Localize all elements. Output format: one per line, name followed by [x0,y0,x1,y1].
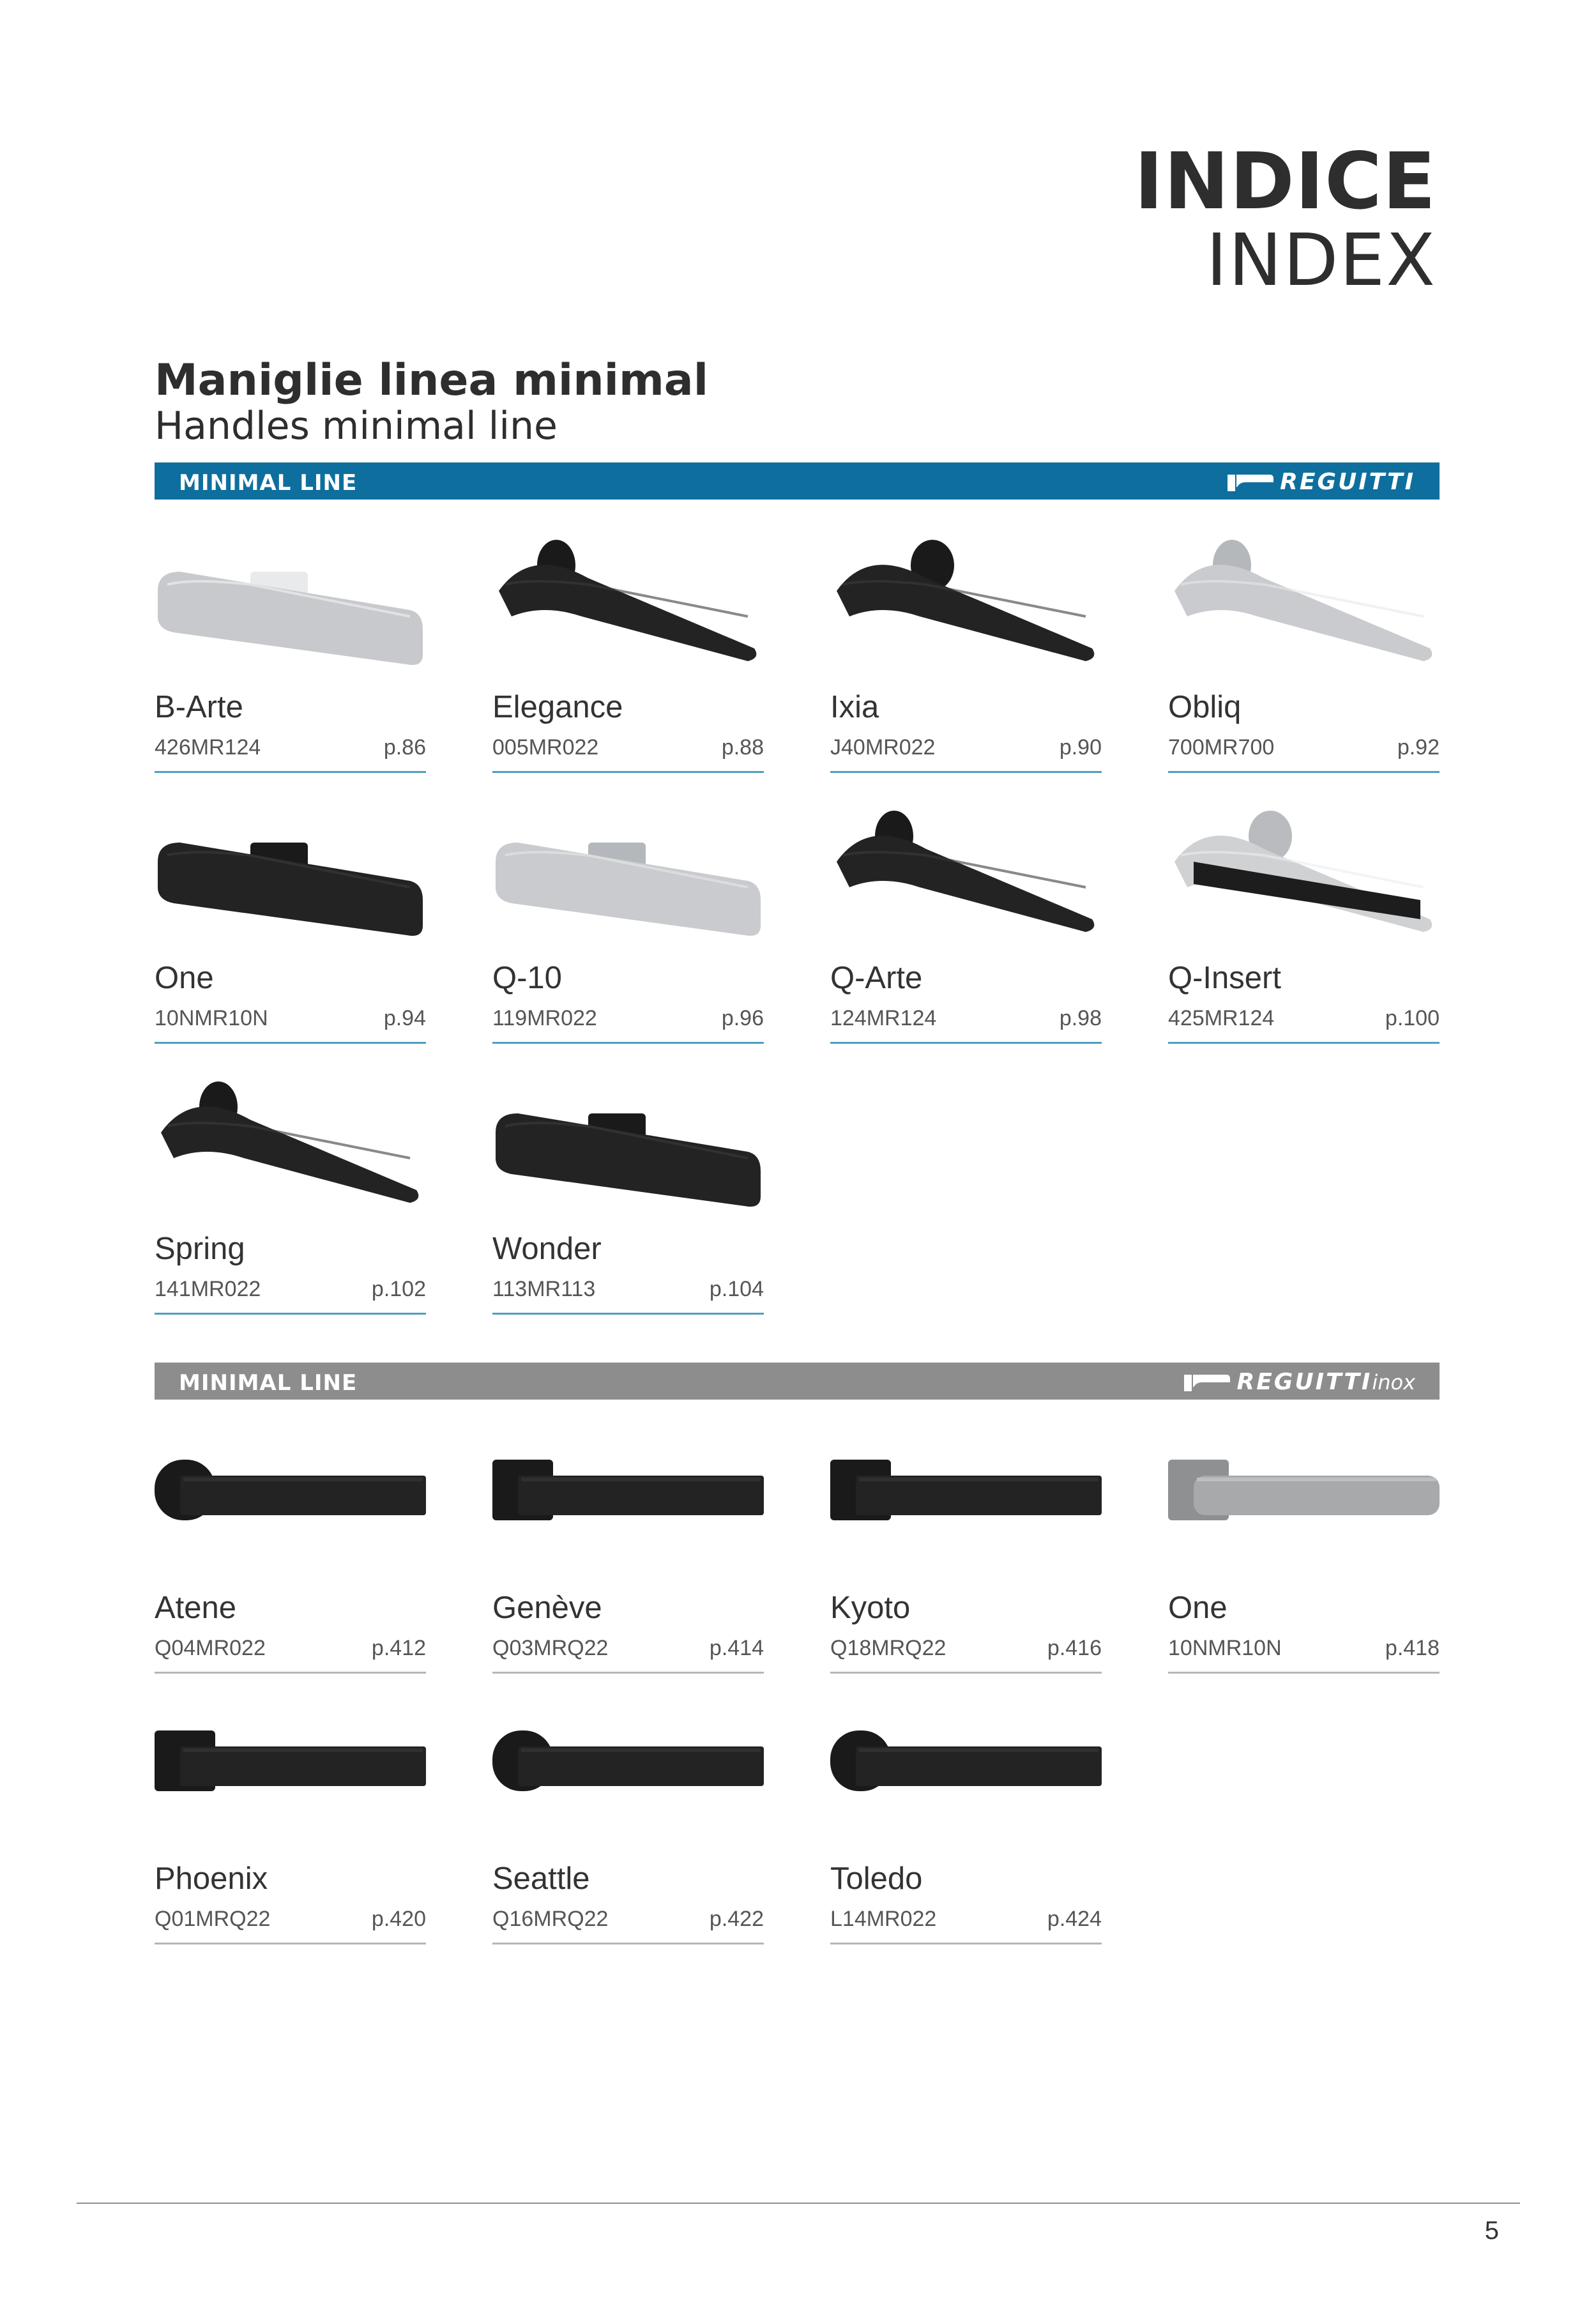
handle-image-icon [492,1062,764,1222]
product-photo [830,1692,1102,1852]
product-card[interactable] [1168,1421,1440,1683]
product-card[interactable] [492,1421,764,1683]
product-photo [830,791,1102,951]
product-code: 425MR124 [1168,1006,1275,1030]
product-card[interactable] [492,1692,764,1954]
product-code: Q01MRQ22 [155,1907,271,1931]
product-code: 10NMR10N [155,1006,268,1030]
handle-image-icon [155,1062,426,1222]
product-card[interactable] [492,521,764,783]
product-page-link[interactable]: p.418 [1385,1636,1440,1660]
product-name: Elegance [492,690,623,724]
product-name: One [155,961,214,995]
handle-image-icon [155,521,426,680]
handle-image-icon [830,1692,1102,1852]
band-label: MINIMAL LINE [179,470,358,496]
product-name: One [1168,1591,1227,1625]
product-code: 124MR124 [830,1006,937,1030]
product-name: Q-10 [492,961,562,995]
product-code: 113MR113 [492,1277,596,1301]
handle-image-icon [830,1421,1102,1581]
footer-divider [77,2203,1520,2204]
product-card[interactable] [1168,521,1440,783]
minimal-line-band-reguitti [155,462,1440,500]
card-underline [830,1042,1102,1044]
card-underline [492,1042,764,1044]
product-code: J40MR022 [830,735,936,760]
product-photo [1168,521,1440,680]
product-name: Phoenix [155,1861,268,1896]
product-code: Q04MR022 [155,1636,266,1660]
section-title-english: Handles minimal line [155,404,558,448]
product-code: 119MR022 [492,1006,597,1030]
handle-image-icon [830,521,1102,680]
product-photo [1168,791,1440,951]
product-name: Toledo [830,1861,923,1896]
product-code: Q18MRQ22 [830,1636,946,1660]
product-page-link[interactable]: p.94 [383,1006,426,1030]
section-title-italian: Maniglie linea minimal [155,355,708,406]
handle-image-icon [830,791,1102,951]
product-card[interactable] [830,1421,1102,1683]
card-underline [830,1672,1102,1674]
product-card[interactable] [1168,791,1440,1053]
product-photo [492,1692,764,1852]
handle-image-icon [492,791,764,951]
product-page-link[interactable]: p.100 [1385,1006,1440,1030]
product-photo [830,1421,1102,1581]
card-underline [1168,771,1440,773]
product-name: Kyoto [830,1591,911,1625]
product-name: Seattle [492,1861,590,1896]
product-name: Q-Insert [1168,961,1281,995]
product-page-link[interactable]: p.422 [709,1907,764,1931]
product-page-link[interactable]: p.102 [371,1277,426,1301]
minimal-line-band-reguitti-inox [155,1363,1440,1400]
brand-name: REGUITTI [1236,1369,1372,1395]
handle-image-icon [155,1692,426,1852]
product-card[interactable] [155,521,426,783]
card-underline [492,1943,764,1944]
product-card[interactable] [492,1062,764,1324]
product-page-link[interactable]: p.414 [709,1636,764,1660]
product-card[interactable] [155,791,426,1053]
product-photo [155,791,426,951]
product-name: Wonder [492,1232,602,1266]
product-page-link[interactable]: p.104 [709,1277,764,1301]
card-underline [830,771,1102,773]
product-code: Q16MRQ22 [492,1907,609,1931]
section-heading [155,356,708,447]
card-underline [492,771,764,773]
card-underline [155,1943,426,1944]
product-name: Spring [155,1232,245,1266]
brand-name: REGUITTI [1280,469,1415,495]
product-code: L14MR022 [830,1907,937,1931]
product-name: Q-Arte [830,961,923,995]
product-page-link[interactable]: p.98 [1059,1006,1102,1030]
reguitti-mark-icon [1184,1371,1230,1394]
product-page-link[interactable]: p.424 [1047,1907,1102,1931]
card-underline [155,1042,426,1044]
product-code: Q03MRQ22 [492,1636,609,1660]
product-photo [492,521,764,680]
product-name: Atene [155,1591,237,1625]
product-page-link[interactable]: p.86 [383,735,426,760]
product-code: 700MR700 [1168,735,1275,760]
handle-image-icon [1168,791,1440,951]
page-title-italian: INDICE [1134,136,1436,227]
handle-image-icon [1168,521,1440,680]
product-code: 141MR022 [155,1277,261,1301]
handle-image-icon [155,1421,426,1581]
reguitti-mark-icon [1227,471,1273,494]
reguitti-inox-logo [1184,1369,1415,1395]
product-page-link[interactable]: p.412 [371,1636,426,1660]
product-page-link[interactable]: p.90 [1059,735,1102,760]
page-number: 5 [1484,2217,1499,2245]
product-name: Genève [492,1591,602,1625]
product-card[interactable] [492,791,764,1053]
product-card[interactable] [830,1692,1102,1954]
product-card[interactable] [830,791,1102,1053]
card-underline [1168,1672,1440,1674]
handle-image-icon [1168,1421,1440,1581]
product-photo [1168,1421,1440,1581]
card-underline [155,771,426,773]
handle-image-icon [155,791,426,951]
product-page-link[interactable]: p.416 [1047,1636,1102,1660]
reguitti-logo [1227,469,1415,495]
product-photo [830,521,1102,680]
product-card[interactable] [155,1421,426,1683]
card-underline [1168,1042,1440,1044]
card-underline [830,1943,1102,1944]
product-name: B-Arte [155,690,243,724]
card-underline [492,1313,764,1315]
product-card[interactable] [830,521,1102,783]
handle-image-icon [492,1692,764,1852]
product-card[interactable] [155,1062,426,1324]
product-photo [155,1421,426,1581]
product-photo [492,1421,764,1581]
product-name: Ixia [830,690,879,724]
page-title-block [1134,136,1436,302]
card-underline [155,1313,426,1315]
product-photo [492,791,764,951]
product-page-link[interactable]: p.420 [371,1907,426,1931]
brand-suffix: inox [1372,1370,1415,1394]
card-underline [492,1672,764,1674]
handle-image-icon [492,1421,764,1581]
product-code: 10NMR10N [1168,1636,1282,1660]
product-page-link[interactable]: p.88 [721,735,764,760]
product-page-link[interactable]: p.92 [1397,735,1440,760]
product-photo [155,1062,426,1222]
product-page-link[interactable]: p.96 [721,1006,764,1030]
product-photo [155,1692,426,1852]
card-underline [155,1672,426,1674]
product-name: Obliq [1168,690,1242,724]
product-photo [155,521,426,680]
page-title-english: INDEX [1206,219,1436,302]
handle-image-icon [492,521,764,680]
product-code: 005MR022 [492,735,599,760]
band-label: MINIMAL LINE [179,1370,358,1396]
product-code: 426MR124 [155,735,261,760]
product-photo [492,1062,764,1222]
product-card[interactable] [155,1692,426,1954]
